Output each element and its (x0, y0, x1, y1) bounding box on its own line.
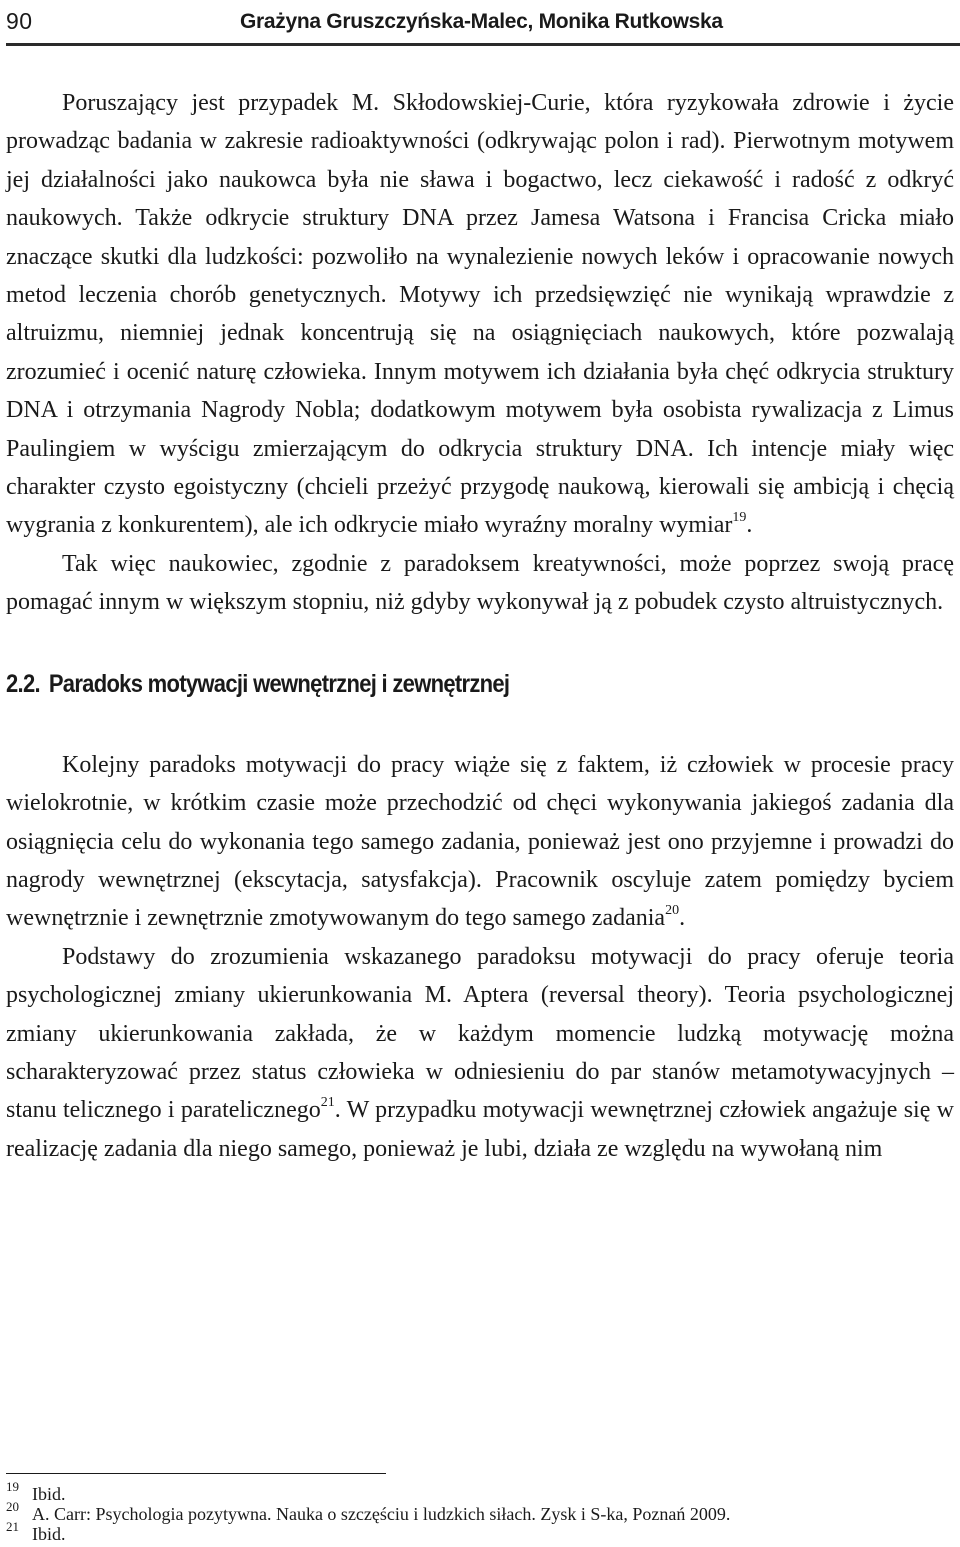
paragraph (6, 938, 954, 1168)
footnote-text: Ibid. (32, 1524, 66, 1544)
paragraph (6, 84, 954, 545)
paragraph-tail: . (679, 905, 686, 932)
footnote-ref[interactable]: 21 (320, 1095, 335, 1111)
running-header (6, 0, 960, 46)
footnote-number: 19 (6, 1479, 19, 1494)
paragraph-text: Poruszający jest przypadek M. Skłodowskiej-Curie, która ryzykowała zdrowie i życie prowadząc badania w zakresie radioaktywności (odkrywając polon i rad). Pierwotnym motywem jej działalności jako naukowca była nie sława i bogactwo, lecz ciekawość i radość z odkryć naukowych. Także odkrycie struktury DNA przez Jamesa Watsona i Francisa Cricka miało znaczące skutki dla ludzkości: pozwoliło na wynalezienie nowych leków i opracowanie nowych metod leczenia chorób genetycznych. Motywy ich przedsięwzięć nie wynikają wprawdzie z altruizmu, niemniej jednak koncentrują się na osiągnięciach naukowych, które pozwalają zrozumieć i ocenić naturę człowieka. Innym motywem ich działania była chęć odkrycia struktury DNA i otrzymania Nagrody Nobla; dodatkowym motywem była osobista rywalizacja z Limus Paulingiem w wyścigu zmierzającym do odkrycia struktury DNA. Ich intencje miały więc charakter czysto egoistyczny (chcieli przeżyć przygodę naukową, kierowali się ambicją i chęcią wygrania z konkurentem), ale ich odkrycie miało wyraźny moralny wymiar (6, 90, 954, 539)
paragraph (6, 545, 954, 622)
paragraph-text: Podstawy do zrozumienia wskazanego paradoksu motywacji do pracy oferuje teoria psychologicznej zmiany ukierunkowania M. Aptera (reversal theory). Teoria psychologicznej zmiany ukierunkowania zakłada, że w każdym momencie ludzką motywację można scharakteryzować przez status człowieka w odniesieniu do par stanów metamotywacyjnych – stanu telicznego i paratelicznego (6, 943, 954, 1124)
footnote-number: 20 (6, 1499, 19, 1514)
footnote (6, 1479, 954, 1504)
paragraph-tail: . W przypadku motywacji wewnętrznej człowiek angażuje się w realizację zadania dla niego samego, ponieważ je lubi, działa ze względu na wywołaną nim (6, 1097, 955, 1162)
footnote-ref[interactable]: 20 (665, 903, 680, 919)
section-title: Paradoks motywacji wewnętrznej i zewnętrznej (48, 669, 510, 698)
footnotes (6, 1479, 954, 1544)
footnote-text: Ibid. (32, 1484, 66, 1504)
body-text (6, 84, 954, 1168)
paragraph (6, 746, 954, 938)
footnote (6, 1519, 954, 1544)
running-head-authors: Grażyna Gruszczyńska-Malec, Monika Rutkowska (240, 9, 723, 33)
paragraph-text: Tak więc naukowiec, zgodnie z paradoksem kreatywności, może poprzez swoją pracę pomagać innym w większym stopniu, niż gdyby wykonywał ją z pobudek czysto altruistycznych. (6, 550, 954, 616)
section-number: 2.2. (6, 669, 40, 698)
footnote (6, 1499, 954, 1524)
section-heading (6, 622, 840, 746)
page-number: 90 (6, 8, 33, 34)
footnote-text: A. Carr: Psychologia pozytywna. Nauka o szczęściu i ludzkich siłach. Zysk i S-ka, Poznań 2009. (32, 1504, 731, 1524)
paragraph-text: Kolejny paradoks motywacji do pracy wiąże się z faktem, iż człowiek w procesie pracy wielokrotnie, w krótkim czasie może przechodzić od chęci wykonywania jakiegoś zadania dla osiągnięcia celu do wykonania tego samego zadania, ponieważ jest ono przyjemne i prowadzi do nagrody wewnętrznej (ekscytacja, satysfakcja). Pracownik oscyluje zatem pomiędzy byciem wewnętrznie i zewnętrznie zmotywowanym do tego samego zadania (6, 751, 954, 932)
paragraph-tail: . (746, 512, 753, 539)
footnote-number: 21 (6, 1519, 19, 1534)
footnote-ref[interactable]: 19 (732, 510, 747, 526)
footnote-separator (6, 1473, 386, 1474)
